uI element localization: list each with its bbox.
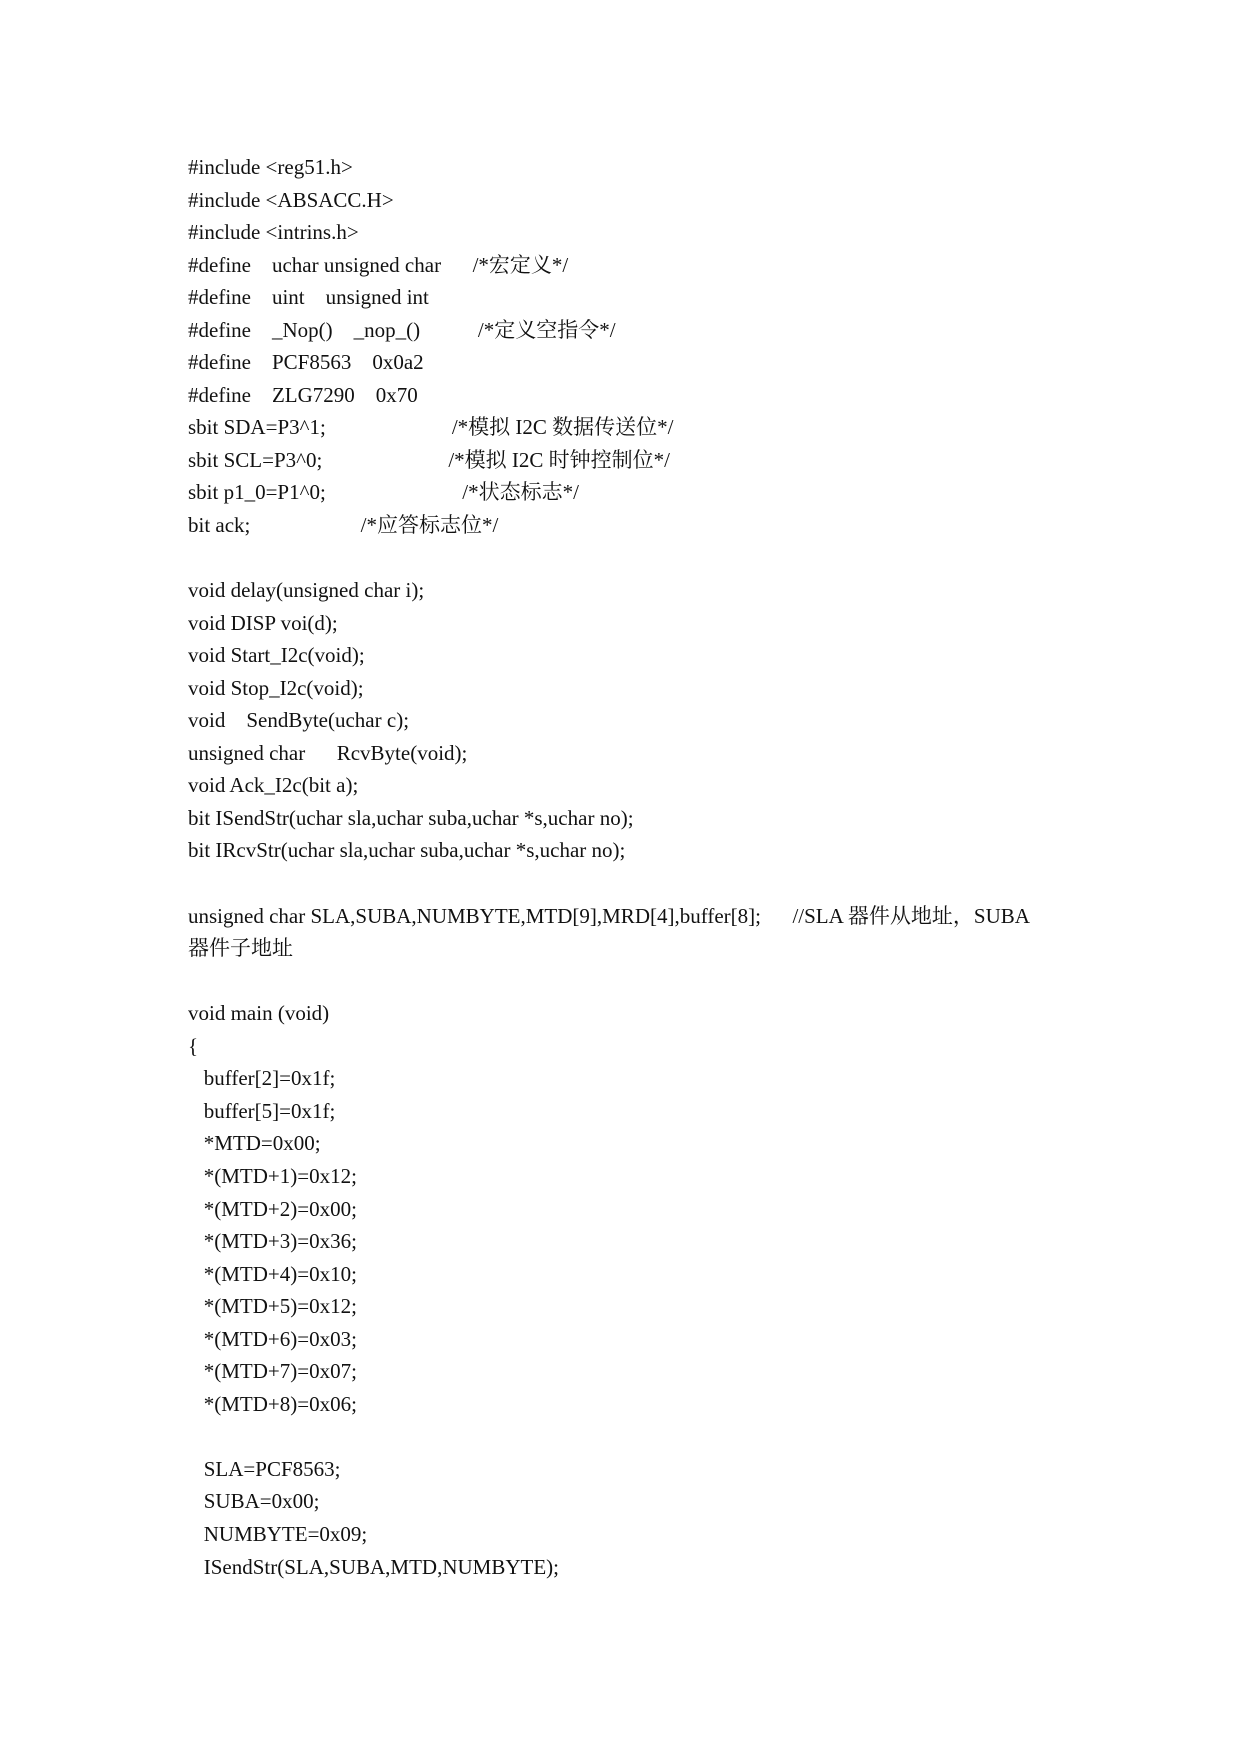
code-line: unsigned char RcvByte(void); bbox=[188, 740, 468, 765]
code-line: sbit SCL=P3^0; /*模拟 I2C 时钟控制位*/ bbox=[188, 447, 670, 472]
code-line: buffer[2]=0x1f; bbox=[188, 1066, 336, 1091]
code-line: #define ZLG7290 0x70 bbox=[188, 382, 418, 407]
code-line: #include <ABSACC.H> bbox=[188, 187, 394, 212]
code-listing bbox=[188, 151, 1088, 1583]
code-line: unsigned char SLA,SUBA,NUMBYTE,MTD[9],MRD[4],buffer[8]; //SLA 器件从地址，SUBA bbox=[188, 903, 1030, 928]
code-line: ISendStr(SLA,SUBA,MTD,NUMBYTE); bbox=[188, 1554, 560, 1579]
code-line: *(MTD+7)=0x07; bbox=[188, 1359, 357, 1384]
code-line: { bbox=[188, 1033, 199, 1058]
code-line: *MTD=0x00; bbox=[188, 1131, 321, 1156]
code-line: void DISP voi(d); bbox=[188, 610, 338, 635]
code-line: void main (void) bbox=[188, 1001, 330, 1026]
code-line: void Ack_I2c(bit a); bbox=[188, 773, 359, 798]
code-line: *(MTD+6)=0x03; bbox=[188, 1326, 357, 1351]
code-line: *(MTD+5)=0x12; bbox=[188, 1294, 357, 1319]
code-line: *(MTD+3)=0x36; bbox=[188, 1229, 357, 1254]
blank-line bbox=[188, 542, 1088, 575]
code-line: *(MTD+4)=0x10; bbox=[188, 1261, 357, 1286]
code-line: bit ISendStr(uchar sla,uchar suba,uchar *s,uchar no); bbox=[188, 805, 634, 830]
code-line: bit IRcvStr(uchar sla,uchar suba,uchar *s,uchar no); bbox=[188, 838, 626, 863]
include-block bbox=[188, 151, 1088, 249]
blank-line bbox=[188, 867, 1088, 900]
globals-block bbox=[188, 900, 1088, 965]
sbit-block bbox=[188, 411, 1088, 541]
code-line: void Start_I2c(void); bbox=[188, 643, 365, 668]
blank-line bbox=[188, 1420, 1088, 1453]
code-line: sbit SDA=P3^1; /*模拟 I2C 数据传送位*/ bbox=[188, 415, 674, 440]
code-line: SLA=PCF8563; bbox=[188, 1456, 341, 1481]
code-line: *(MTD+2)=0x00; bbox=[188, 1196, 357, 1221]
code-line: 器件子地址 bbox=[188, 936, 293, 961]
blank-line bbox=[188, 965, 1088, 998]
code-line: void delay(unsigned char i); bbox=[188, 578, 425, 603]
code-line: *(MTD+8)=0x06; bbox=[188, 1391, 357, 1416]
code-line: #include <reg51.h> bbox=[188, 155, 353, 179]
code-line: sbit p1_0=P1^0; /*状态标志*/ bbox=[188, 480, 579, 505]
code-line: #define uchar unsigned char /*宏定义*/ bbox=[188, 252, 569, 277]
code-line: SUBA=0x00; bbox=[188, 1489, 320, 1514]
code-line: *(MTD+1)=0x12; bbox=[188, 1163, 357, 1188]
code-line: #define uint unsigned int bbox=[188, 285, 429, 310]
code-line: NUMBYTE=0x09; bbox=[188, 1521, 368, 1546]
prototype-block bbox=[188, 574, 1088, 867]
code-line: #define _Nop() _nop_() /*定义空指令*/ bbox=[188, 317, 616, 342]
define-block bbox=[188, 249, 1088, 412]
code-line: #include <intrins.h> bbox=[188, 220, 359, 245]
code-line: void SendByte(uchar c); bbox=[188, 708, 410, 733]
code-line: bit ack; /*应答标志位*/ bbox=[188, 513, 499, 538]
main-function bbox=[188, 997, 1088, 1583]
code-line: void Stop_I2c(void); bbox=[188, 675, 364, 700]
code-line: #define PCF8563 0x0a2 bbox=[188, 350, 424, 375]
code-line: buffer[5]=0x1f; bbox=[188, 1098, 336, 1123]
